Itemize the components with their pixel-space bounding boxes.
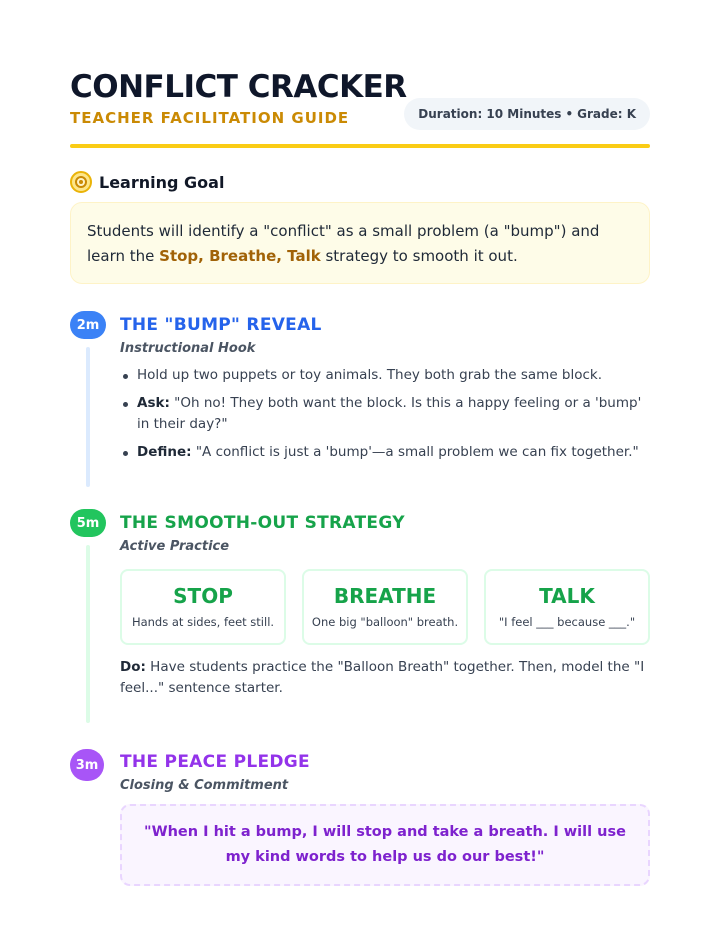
section-subtitle: Instructional Hook — [120, 341, 256, 356]
goal-strategy-highlight: Stop, Breathe, Talk — [159, 247, 321, 265]
card-description: Hands at sides, feet still. — [131, 615, 275, 629]
strategy-card-stop — [120, 569, 286, 645]
pledge-box: "When I hit a bump, I will stop and take a breath. I will use my kind words to help us do our best!" — [120, 804, 650, 886]
time-badge: 5m — [70, 509, 106, 537]
strategy-cards — [120, 569, 650, 645]
list-item — [120, 393, 650, 435]
section-subtitle: Closing & Commitment — [120, 778, 289, 793]
duration-text: Duration: 10 Minutes — [418, 107, 562, 121]
time-badge: 3m — [70, 749, 104, 781]
bullet-text: "A conflict is just a 'bump'—a small problem we can fix together." — [191, 444, 639, 460]
bullet-label: Ask: — [137, 395, 170, 411]
bullet-text: Hold up two puppets or toy animals. They both grab the same block. — [137, 367, 603, 383]
section-title: THE "BUMP" REVEAL — [120, 315, 322, 335]
strategy-card-talk — [484, 569, 650, 645]
grade-text: Grade: K — [577, 107, 636, 121]
learning-goal-heading — [70, 170, 224, 194]
target-icon — [70, 171, 92, 193]
bullet-label: Define: — [137, 444, 192, 460]
do-instruction — [120, 657, 650, 699]
separator-dot: • — [565, 107, 574, 121]
card-word: TALK — [539, 584, 595, 608]
list-item — [120, 365, 650, 386]
goal-text-end: strategy to smooth it out. — [320, 247, 518, 265]
page-subtitle: TEACHER FACILITATION GUIDE — [70, 109, 350, 127]
strategy-card-breathe — [302, 569, 468, 645]
section-bump-reveal — [70, 311, 650, 491]
lesson-guide — [70, 0, 650, 932]
header-divider — [70, 144, 650, 148]
section-peace-pledge — [70, 748, 650, 888]
learning-goal-box — [70, 202, 650, 284]
learning-goal-title: Learning Goal — [99, 172, 225, 192]
bullet-list — [120, 365, 650, 470]
do-text: Have students practice the "Balloon Breath" together. Then, model the "I feel..." sentence starter. — [120, 659, 645, 696]
goal-text-start: Students will identify a "conflict" as a small problem (a "bump") and learn the — [87, 222, 600, 265]
page-title: CONFLICT CRACKER — [70, 69, 407, 105]
section-smooth-out-strategy — [70, 509, 650, 729]
do-label: Do: — [120, 659, 146, 675]
card-description: One big "balloon" breath. — [311, 615, 459, 629]
bullet-text: "Oh no! They both want the block. Is this a happy feeling or a 'bump' in their day?" — [137, 395, 642, 432]
section-title: THE PEACE PLEDGE — [120, 752, 310, 772]
time-badge: 2m — [70, 311, 106, 339]
card-description: "I feel ___ because ___." — [498, 615, 636, 629]
card-word: BREATHE — [333, 584, 437, 608]
timeline-line — [86, 347, 90, 487]
list-item — [120, 442, 650, 463]
card-word: STOP — [173, 584, 233, 608]
section-subtitle: Active Practice — [120, 539, 230, 554]
section-title: THE SMOOTH-OUT STRATEGY — [120, 513, 405, 533]
timeline-line — [86, 545, 90, 723]
duration-grade-pill — [404, 98, 650, 130]
